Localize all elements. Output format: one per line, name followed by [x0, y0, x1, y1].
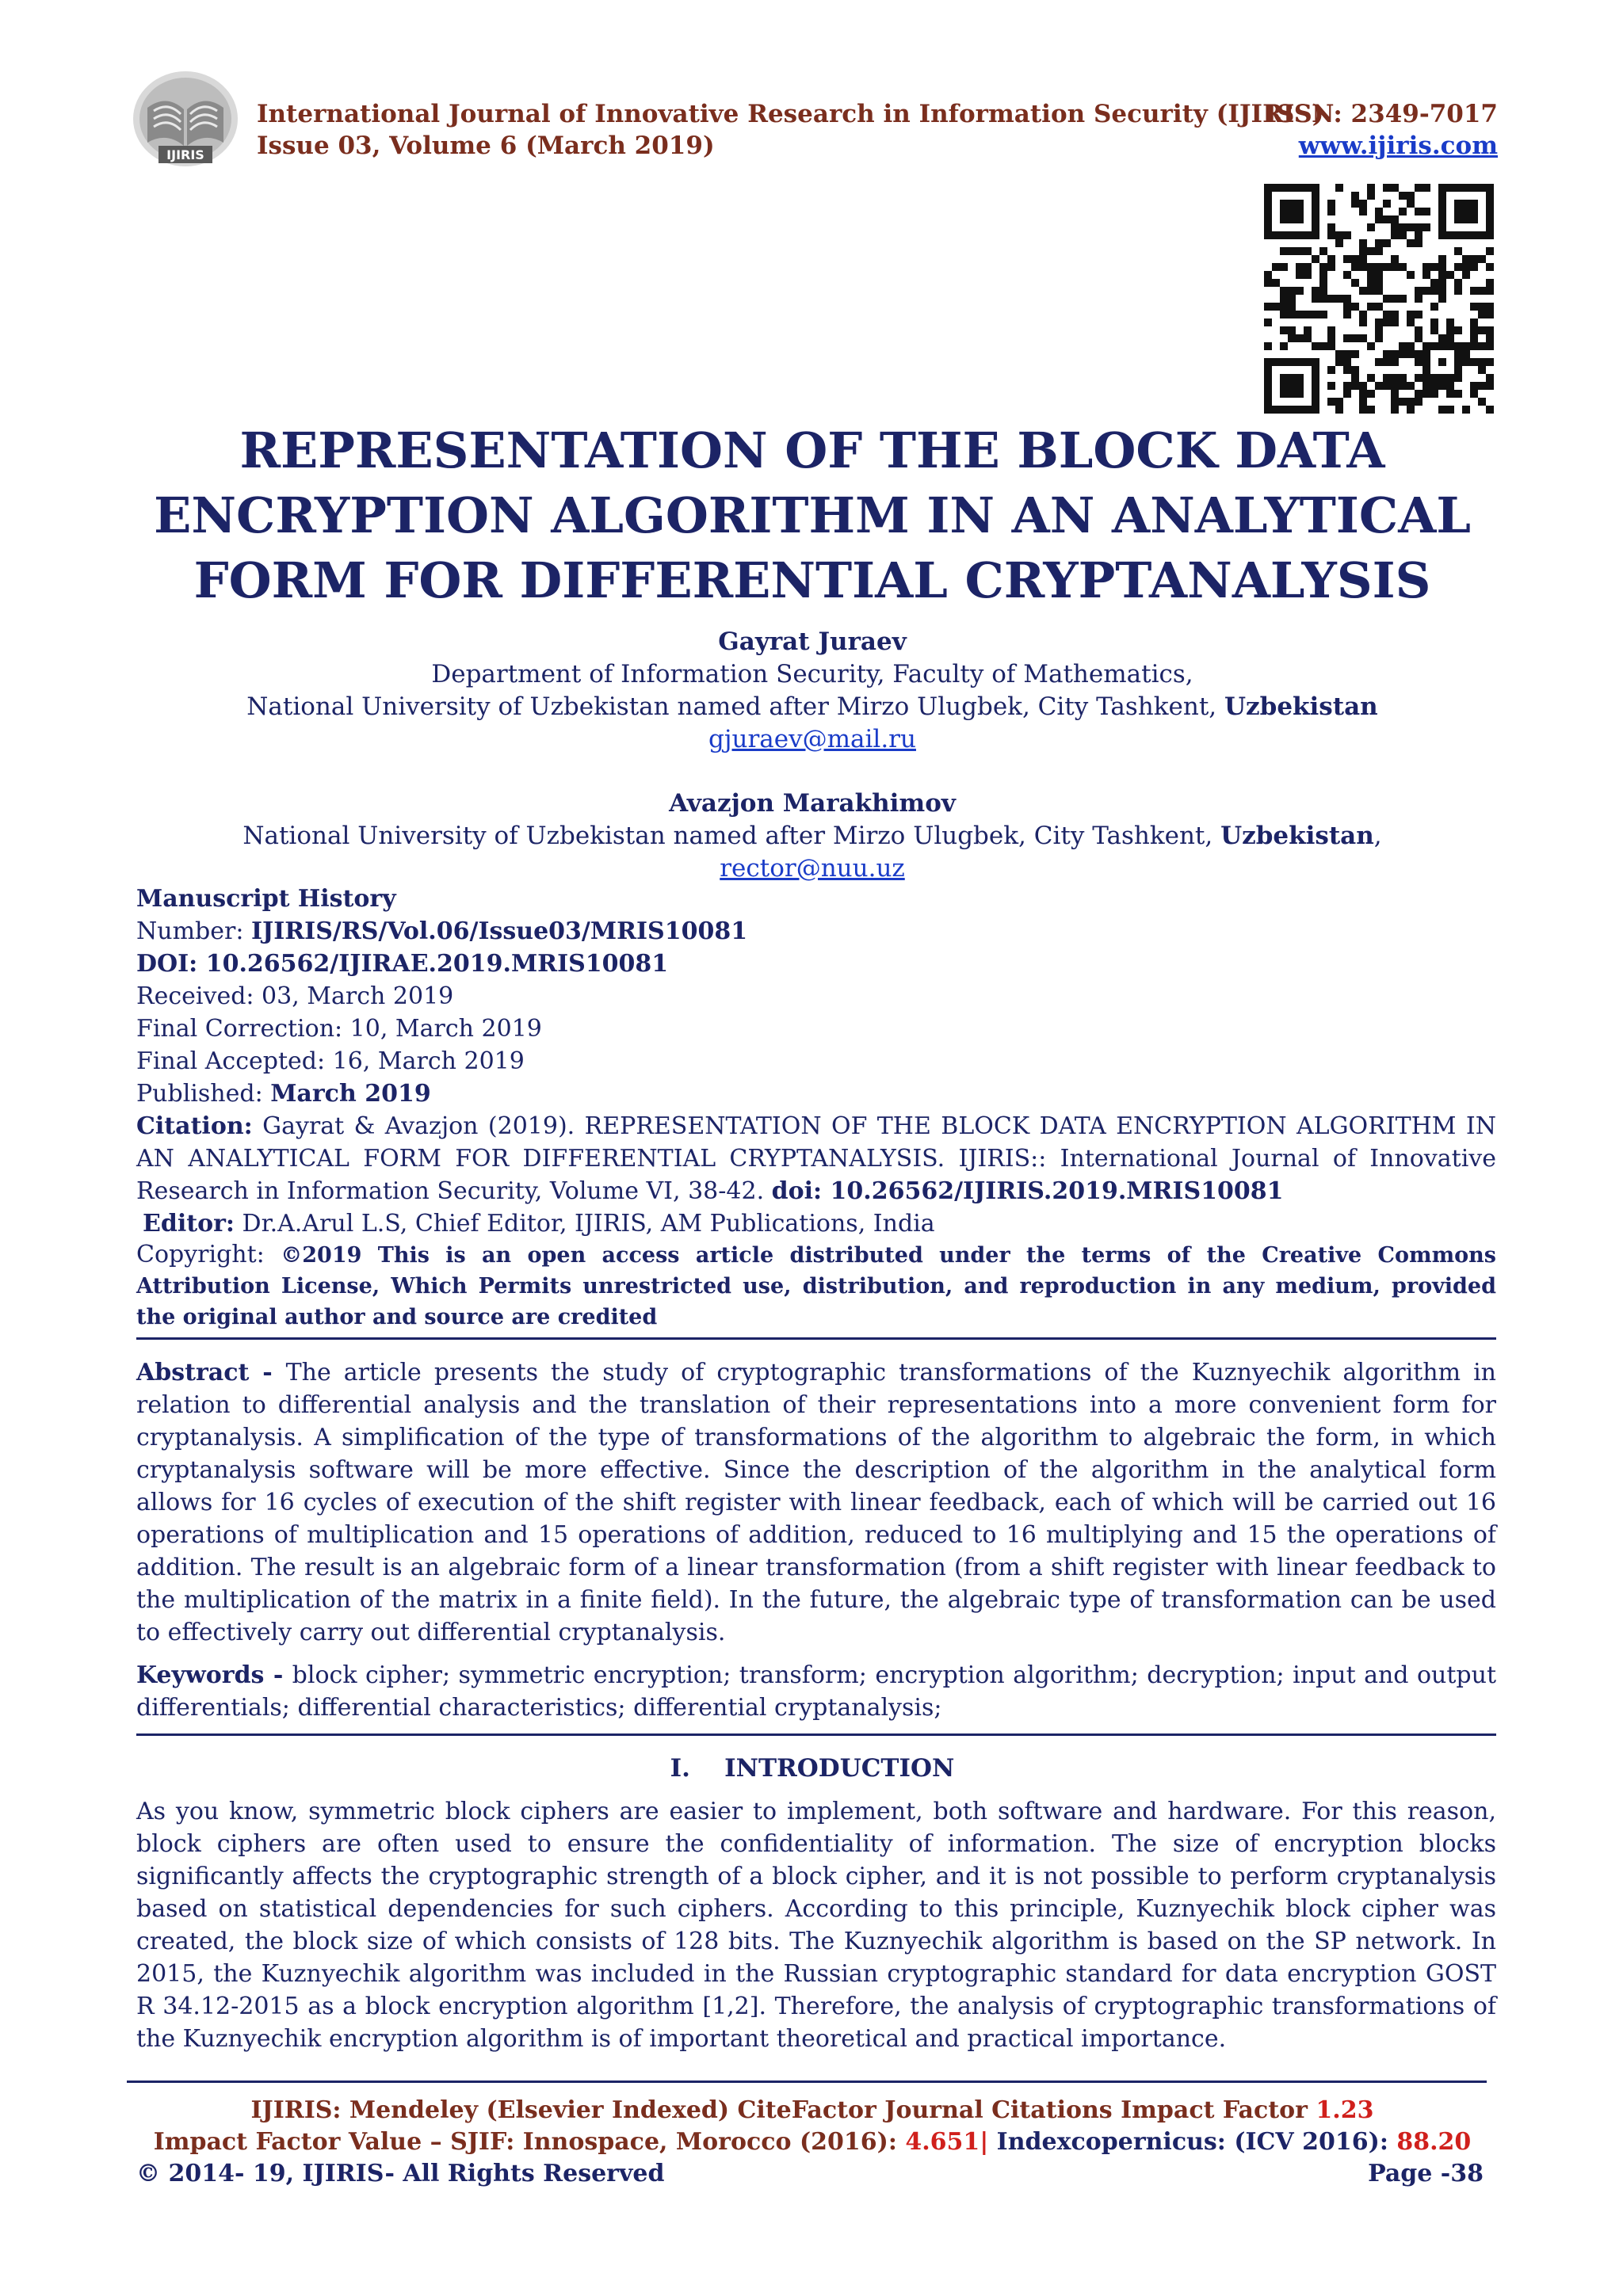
author-email-link[interactable]: gjuraev@mail.ru — [708, 725, 916, 753]
manuscript-copyright: Copyright: ©2019 This is an open access article distributed under the terms of the Creative Commons Attribution License, Which Permits unrestricted use, distribution, and reproduction in any medium, provided the original author and source are credited — [136, 1241, 1497, 1329]
divider — [136, 1337, 1496, 1340]
journal-header — [127, 70, 1498, 181]
manuscript-published: Published: March 2019 — [136, 1080, 431, 1108]
page-number: Page -38 — [1368, 2160, 1484, 2187]
introduction-text: As you know, symmetric block ciphers are easier to implement, both software and hardware. For this reason, block ciphers are often used to ensure the confidentiality of information. The size of encryption blocks significantly affects the cryptographic strength of a block cipher, and it is not possible to perform cryptanalysis based on statistical dependencies for such ciphers. According to this principle, Kuznyechik block cipher was created, the block size of which consists of 128 bits. The Kuznyechik algorithm is based on the SP network. In 2015, the Kuznyechik algorithm was included in the Russian cryptographic standard for data encryption GOST R 34.12-2015 as a block encryption algorithm [1,2]. Therefore, the analysis of cryptographic transformations of the Kuznyechik encryption algorithm is of important theoretical and practical importance. — [136, 1798, 1496, 2053]
author-name: Gayrat Juraev — [718, 627, 907, 656]
author-block-2 — [127, 788, 1498, 885]
abstract-label: Abstract - — [136, 1359, 286, 1386]
keywords-text: block cipher; symmetric encryption; transform; encryption algorithm; decryption; input and output differentials; differential characteristics; differential cryptanalysis; — [136, 1661, 1496, 1722]
manuscript-final-accepted: Final Accepted: 16, March 2019 — [136, 1047, 525, 1075]
author-affiliation: National University of Uzbekistan named after Mirzo Ulugbek, City Tashkent, Uzbekistan — [246, 692, 1378, 721]
qr-code-icon — [1262, 184, 1496, 414]
journal-issue: Issue 03, Volume 6 (March 2019) — [257, 132, 715, 160]
author-affiliation: National University of Uzbekistan named after Mirzo Ulugbek, City Tashkent, Uzbekistan, — [242, 822, 1382, 850]
manuscript-editor: Editor: Dr.A.Arul L.S, Chief Editor, IJIRIS, AM Publications, India — [143, 1210, 935, 1238]
author-country: Uzbekistan — [1224, 692, 1378, 721]
manuscript-citation: Citation: Gayrat & Avazjon (2019). REPRESENTATION OF THE BLOCK DATA ENCRYPTION ALGORITHM IN AN ANALYTICAL FORM FOR DIFFERENTIAL CRYPTANALYSIS. IJIRIS:: International Journal of Innovative Research in Information Security, Volume VI, 38-42. doi: 10.26562/IJIRIS.2019.MRIS10081 — [136, 1112, 1496, 1205]
author-name: Avazjon Marakhimov — [669, 789, 956, 818]
journal-name: International Journal of Innovative Research in Information Security (IJIRIS) — [257, 100, 1324, 128]
paper-title: REPRESENTATION OF THE BLOCK DATA ENCRYPTION ALGORITHM IN AN ANALYTICAL FORM FOR DIFFERENTIAL CRYPTANALYSIS — [154, 421, 1471, 609]
footer-copyright: © 2014- 19, IJIRIS- All Rights Reserved — [136, 2160, 665, 2187]
logo-text: IJIRIS — [166, 147, 204, 162]
manuscript-doi: DOI: 10.26562/IJIRAE.2019.MRIS10081 — [136, 950, 669, 978]
manuscript-number: Number: IJIRIS/RS/Vol.06/Issue03/MRIS10081 — [136, 917, 748, 945]
keywords — [136, 1659, 1496, 1724]
manuscript-history — [136, 883, 1496, 1333]
footer-divider — [127, 2081, 1487, 2083]
author-email-link[interactable]: rector@nuu.uz — [720, 854, 905, 883]
author-block-1 — [127, 626, 1498, 756]
abstract-text: The article presents the study of cryptographic transformations of the Kuznyechik algorithm in relation to differential analysis and the translation of their representations into a more convenient form for cryptanalysis. A simplification of the type of transformations of the algorithm to algebraic the form, in which cryptanalysis software will be more effective. Since the description of the algorithm in the analytical form allows for 16 cycles of execution of the shift register with linear feedback, each of which will be carried out 16 operations of multiplication and 15 operations of addition, reduced to 16 multiplying and 15 the operations of addition. The result is an algebraic form of a linear transformation (from a shift register with linear feedback to the multiplication of the matrix in a finite field). In the future, the algebraic type of transformation can be used to effectively carry out differential cryptanalysis. — [136, 1359, 1496, 1646]
journal-issn: ISSN: 2349-7017 — [1265, 100, 1498, 128]
footer-bottom — [136, 2160, 1484, 2187]
keywords-label: Keywords - — [136, 1661, 292, 1689]
author-affiliation: Department of Information Security, Faculty of Mathematics, — [431, 660, 1193, 688]
author-country: Uzbekistan — [1220, 822, 1374, 850]
manuscript-final-correction: Final Correction: 10, March 2019 — [136, 1015, 542, 1043]
divider — [136, 1733, 1496, 1736]
open-book-logo-icon — [130, 70, 241, 173]
abstract — [136, 1356, 1496, 1649]
journal-url-link[interactable]: www.ijiris.com — [1298, 132, 1498, 160]
manuscript-received: Received: 03, March 2019 — [136, 982, 454, 1010]
footer-impact-line: IJIRIS: Mendeley (Elsevier Indexed) CiteFactor Journal Citations Impact Factor 1.23 — [250, 2096, 1374, 2124]
section-heading-introduction: I. INTRODUCTION — [670, 1754, 955, 1783]
manuscript-heading: Manuscript History — [136, 885, 396, 913]
footer-indexing-line: Impact Factor Value – SJIF: Innospace, Morocco (2016): 4.651| Indexcopernicus: (ICV 2016): 88.20 — [153, 2128, 1472, 2156]
